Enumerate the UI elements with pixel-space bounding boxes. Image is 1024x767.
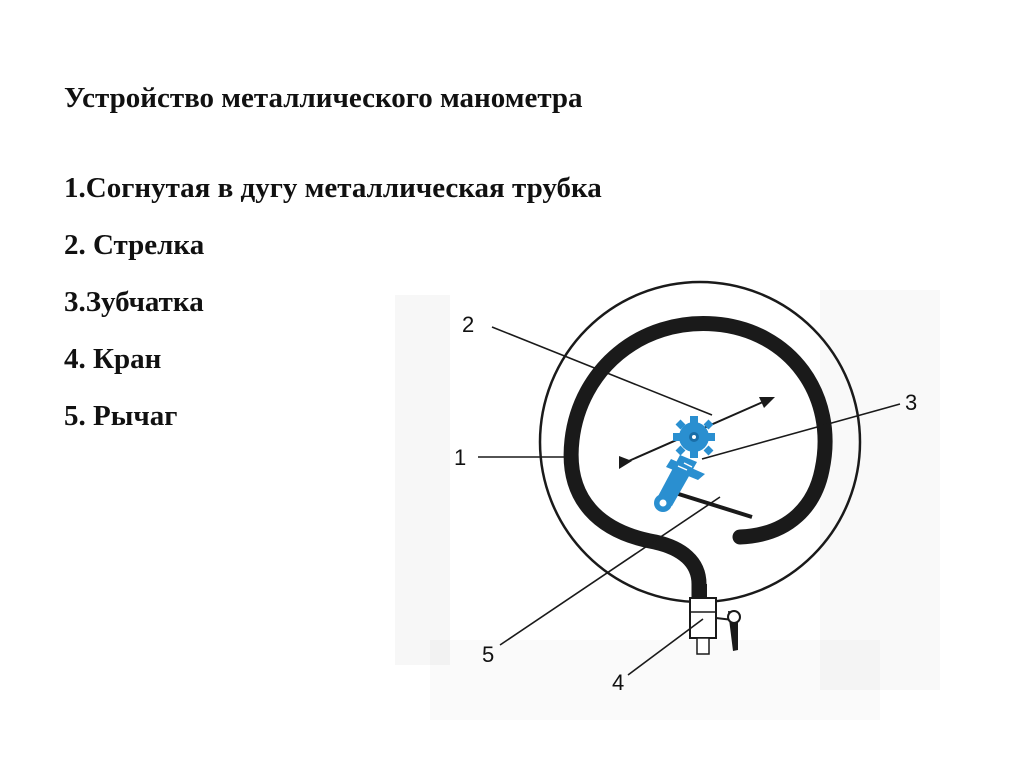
label-3: 3	[905, 390, 918, 415]
label-2: 2	[462, 312, 475, 337]
leader-line-2	[492, 327, 712, 415]
bourdon-tube	[571, 324, 825, 600]
valve-body	[690, 598, 716, 638]
label-5: 5	[482, 642, 495, 667]
lever	[654, 455, 705, 512]
parts-list-item-2: 2. Стрелка	[64, 229, 205, 261]
gear	[673, 416, 715, 458]
parts-list-item-3: 3.Зубчатка	[64, 286, 204, 318]
valve-outlet	[697, 638, 709, 654]
label-4: 4	[612, 670, 625, 695]
parts-list-item-1: 1.Согнутая в дугу металлическая трубка	[64, 172, 602, 204]
slide-title: Устройство металлического манометра	[64, 82, 583, 114]
label-1: 1	[454, 445, 467, 470]
manometer-diagram	[370, 270, 990, 750]
parts-list-item-4: 4. Кран	[64, 343, 162, 375]
parts-list-item-5: 5. Рычаг	[64, 400, 178, 432]
